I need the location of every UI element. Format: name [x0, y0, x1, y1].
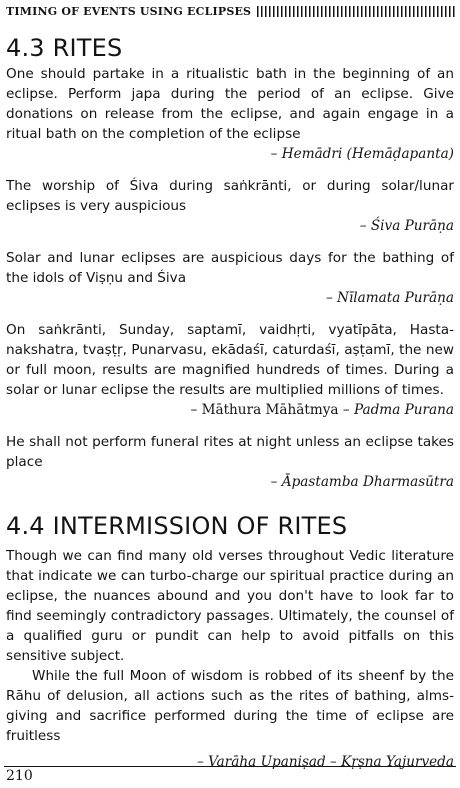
- quote-text: On saṅkrānti, Sunday, saptamī, vaidhṛti, vyatīpāta, Hasta-nakshatra, tvaṣṭṛ, Punarvasu, ekādaśī, caturdaśī, aṣṭamī, the new or full moon, results are magnified hundreds of times. During a solar or lunar eclipse the results are multiplied millions of times.: [6, 322, 454, 398]
- quote-block-1: [6, 64, 454, 164]
- intermission-paragraph: Though we can find many old verses throughout Vedic literature that indicate we can turbo-charge our spiritual practice during an eclipse, the nuances abound and you don't have to look far to find seemingly contradictory passages. Ultimately, the counsel of a qualified guru or pundit can help to avoid pitfalls on this sensitive subject.: [6, 548, 454, 664]
- quote-attribution-source: – Māthura Māhātmya –: [190, 402, 350, 418]
- quote-attribution-work: Padma Purana: [353, 402, 454, 418]
- quote-attribution: – Āpastamba Dharmasūtra: [270, 474, 454, 490]
- footer-rule: [4, 766, 456, 767]
- quote-attribution: – Hemādri (Hemāḍapanta): [270, 146, 454, 162]
- quote-text: Solar and lunar eclipses are auspicious days for the bathing of the idols of Viṣṇu and Śiva: [6, 250, 454, 286]
- quote-attribution: – Nīlamata Purāṇa: [325, 290, 454, 306]
- running-head-ornament: [257, 6, 456, 17]
- quote-block-5: [6, 432, 454, 492]
- quote-block-3: [6, 248, 454, 308]
- page-content: [6, 32, 454, 772]
- page-footer: [0, 766, 460, 788]
- quote-attribution: – Śiva Purāṇa: [359, 218, 454, 234]
- page-number: 210: [6, 768, 33, 784]
- quote-attribution: [6, 400, 454, 420]
- intermission-quote: While the full Moon of wisdom is robbed of its sheenf by the Rāhu of delusion, all actions such as the rites of bathing, alms-giving and sacrifice performed during the time of eclipse are fruitless: [6, 668, 454, 744]
- section-heading-intermission: 4.4 INTERMISSION OF RITES: [6, 512, 348, 540]
- quote-text: One should partake in a ritualistic bath in the beginning of an eclipse. Perform japa during the period of an eclipse. Give donations on release from the eclipse, and again engage in a ritual bath on the completion of the eclipse: [6, 66, 454, 142]
- running-head: [6, 4, 456, 18]
- quote-text: The worship of Śiva during saṅkrānti, or during solar/lunar eclipses is very auspicious: [6, 178, 454, 214]
- quote-block-2: [6, 176, 454, 236]
- section-heading-rites: 4.3 RITES: [6, 34, 123, 62]
- quote-text: He shall not perform funeral rites at night unless an eclipse takes place: [6, 434, 454, 470]
- intermission-attribution: – Varāha Upaniṣad – Kṛṣna Yajurveda: [197, 754, 454, 770]
- quote-block-4: [6, 320, 454, 420]
- running-head-title: TIMING OF EVENTS USING ECLIPSES: [6, 4, 252, 18]
